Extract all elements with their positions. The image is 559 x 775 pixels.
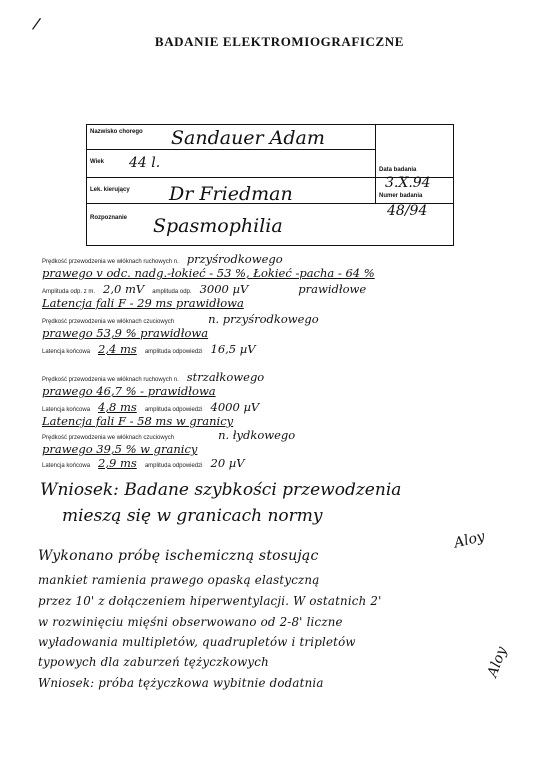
s2-motor-label: Prędkość przewodzenia we włóknach ruchowych n. (42, 377, 179, 383)
s1-amp-label2: amplituda odp. (152, 289, 192, 295)
date-value: 3.X.94 (385, 175, 431, 191)
note-line-6: typowych dla zaburzeń tężyczkowych (38, 655, 269, 669)
s1-amp-value2: 3000 µV (199, 282, 249, 296)
s2-sensory-nerve: n. łydkowego (218, 428, 296, 442)
s2-sens-amp-label: amplituda odpowiedzi (144, 463, 203, 469)
s1-normal-note: prawidłowe (298, 282, 367, 296)
diagnosis-value: Spasmophilia (153, 215, 283, 237)
note-line-2: mankiet ramienia prawego opaską elastyczną (38, 573, 320, 587)
s2-end-latency-value: 2,9 ms (98, 456, 137, 470)
date-label: Data badania (379, 167, 417, 173)
number-label: Numer badania (379, 193, 423, 199)
age-label: Wiek (90, 159, 104, 165)
s1-sens-amp-value: 16,5 µV (210, 342, 256, 356)
s2-sens-amp-value: 20 µV (210, 456, 245, 470)
age-value: 44 l. (129, 155, 161, 171)
number-value: 48/94 (387, 203, 428, 219)
name-value: Sandauer Adam (171, 127, 325, 149)
s2-nerve-value: strzałkowego (186, 370, 265, 384)
note-line-3: przez 10' z dołączeniem hiperwentylacji. W ostatnich 2' (38, 594, 382, 608)
s2-latency-value: 4,8 ms (98, 400, 137, 414)
conclusion-line-2: mieszą się w granicach normy (62, 506, 323, 526)
s1-sensory-label: Prędkość przewodzenia we włóknach czuciowych (42, 319, 175, 325)
corner-mark: / (31, 13, 43, 34)
s2-sensory-label: Prędkość przewodzenia we włóknach czuciowych (42, 435, 175, 441)
signature-2: Aloy (484, 644, 511, 680)
s1-motor-label: Prędkość przewodzenia we włóknach ruchowych n. (42, 259, 179, 265)
note-line-4: w rozwinięciu mięśni obserwowano od 2-8' liczne (38, 615, 343, 629)
s1-latency-value: 2,4 ms (98, 342, 137, 356)
note-line-7: Wniosek: próba tężyczkowa wybitnie dodatnia (38, 676, 324, 690)
s2-sensory-velocity: prawego 39,5 % w granicy (42, 442, 198, 456)
s2-amp-value: 4000 µV (210, 400, 260, 414)
doctor-value: Dr Friedman (169, 183, 293, 205)
diagnosis-label: Rozpoznanie (90, 215, 127, 221)
s1-sens-amp-label: amplituda odpowiedzi (144, 349, 203, 355)
doctor-label: Lek. kierujący (90, 187, 130, 193)
s1-nerve-value: przyśrodkowego (186, 252, 283, 266)
s1-amp-value: 2,0 mV (103, 282, 145, 296)
conclusion-line-1: Wniosek: Badane szybkości przewodzenia (40, 480, 402, 500)
s2-f-wave-value: Latencja fali F - 58 ms w granicy (42, 414, 234, 428)
signature-1: Aloy (452, 528, 487, 552)
note-line-1: Wykonano próbę ischemiczną stosując (38, 548, 319, 564)
note-line-5: wyładowania multipletów, quadrupletów i tripletów (38, 635, 356, 649)
page-title: BADANIE ELEKTROMIOGRAFICZNE (154, 34, 405, 49)
s1-latency-label: Latencja końcowa (42, 349, 91, 355)
s2-end-latency-label: Latencja końcowa (42, 463, 91, 469)
s1-amp-label: Amplituda odp. z m. (42, 289, 96, 295)
patient-header-box (86, 124, 454, 246)
s1-f-wave-value: Latencja fali F - 29 ms prawidłowa (42, 296, 244, 310)
s2-amp-label: amplituda odpowiedzi (144, 407, 203, 413)
name-label: Nazwisko chorego (90, 129, 143, 135)
s2-velocity-value: prawego 46,7 % - prawidłowa (42, 384, 216, 398)
s1-sensory-nerve: n. przyśrodkowego (208, 312, 319, 326)
s1-velocity-value: prawego v odc. nadg.-łokieć - 53 %, Łokieć -pacha - 64 % (42, 266, 375, 280)
s2-latency-label: Latencja końcowa (42, 407, 91, 413)
s1-sensory-velocity: prawego 53,9 % prawidłowa (42, 326, 209, 340)
